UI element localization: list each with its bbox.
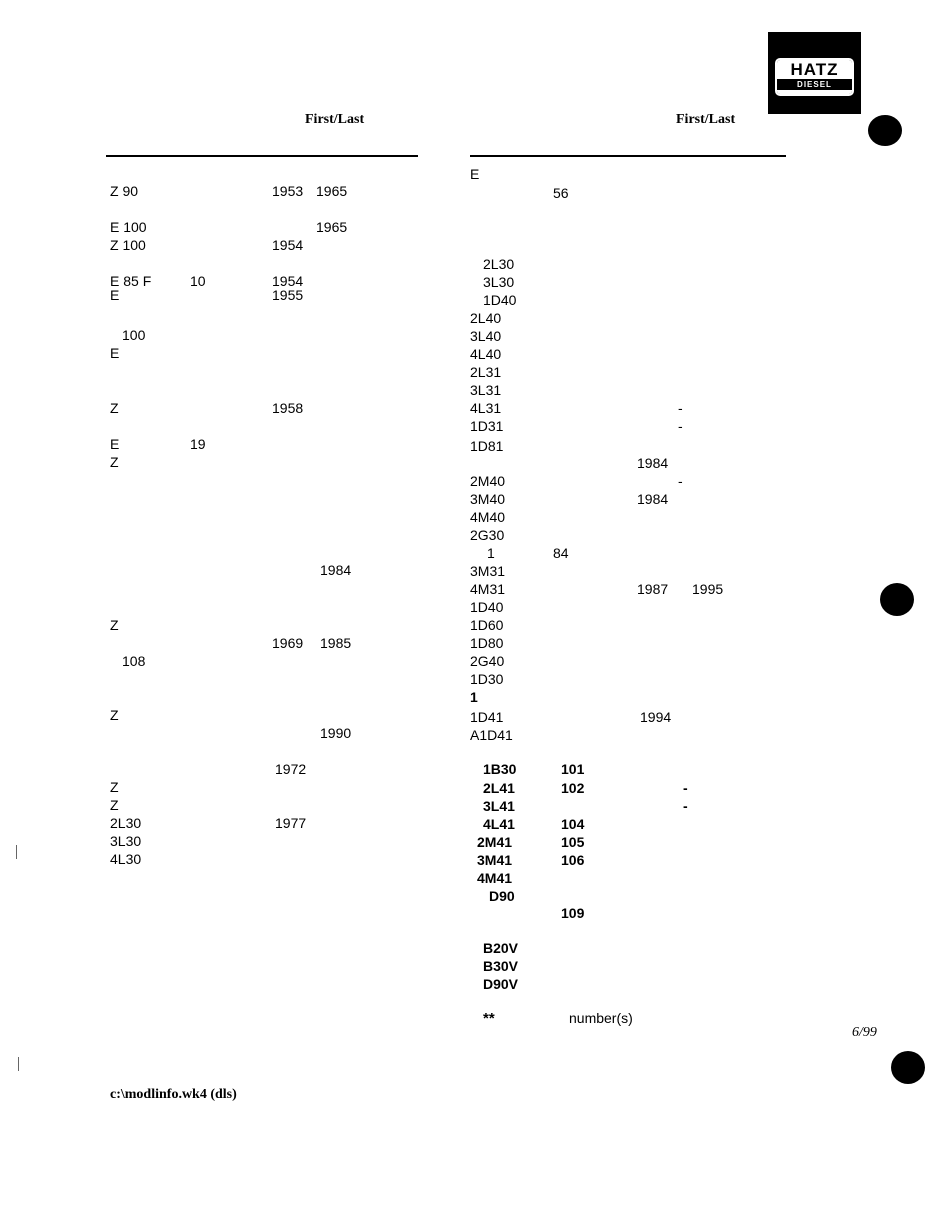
model-cell: D90 — [489, 888, 515, 904]
model-cell: 1D41 — [470, 709, 504, 725]
first-year-cell: 1969 — [272, 635, 304, 651]
last-year-cell: - — [683, 798, 688, 814]
model-cell: 4L31 — [470, 400, 502, 416]
model-cell: 4M41 — [477, 870, 513, 886]
first-year-cell: 1987 — [637, 581, 669, 597]
model-cell: A1D41 — [470, 727, 513, 743]
model-cell: 1D80 — [470, 635, 504, 651]
model-cell: 1D31 — [470, 418, 504, 434]
quantity-cell: 10 — [190, 273, 206, 289]
quantity-cell: 19 — [190, 436, 206, 452]
left-header-rule — [106, 155, 418, 157]
footnote-symbol: ** — [483, 1010, 495, 1027]
model-cell: Z 90 — [110, 183, 139, 199]
model-cell: 3M40 — [470, 491, 506, 507]
edge-tick-upper — [16, 845, 17, 859]
model-cell: 2L30 — [483, 256, 515, 272]
model-cell: Z — [110, 707, 119, 723]
scan-dot-middle — [880, 583, 914, 616]
first-year-cell: 1954 — [272, 237, 304, 253]
last-year-cell: 1965 — [316, 183, 348, 199]
model-cell: 1D60 — [470, 617, 504, 633]
model-cell: 3L30 — [110, 833, 142, 849]
last-year-cell: 1995 — [692, 581, 724, 597]
model-cell: 1D40 — [470, 599, 504, 615]
model-cell: 4L41 — [483, 816, 515, 832]
model-cell: 1D81 — [470, 438, 504, 454]
first-year-cell: 1972 — [275, 761, 307, 777]
quantity-cell: 106 — [561, 852, 585, 868]
last-year-cell: 1984 — [320, 562, 352, 578]
model-cell: 100 — [122, 327, 146, 343]
first-year-cell: 1994 — [640, 709, 672, 725]
model-cell: Z — [110, 617, 119, 633]
logo-sub-text: DIESEL — [777, 79, 852, 90]
logo-brand-text: HATZ — [790, 60, 839, 79]
model-cell: B30V — [483, 958, 519, 974]
right-column-header: First/Last — [676, 112, 736, 127]
quantity-cell: 56 — [553, 185, 569, 201]
last-year-cell: - — [678, 400, 683, 416]
model-cell: 3M41 — [477, 852, 513, 868]
model-cell: 1D40 — [483, 292, 517, 308]
quantity-cell: 84 — [553, 545, 569, 561]
scan-dot-bottom — [891, 1051, 925, 1084]
model-cell: 1B30 — [483, 761, 517, 777]
model-cell: Z — [110, 797, 119, 813]
model-cell: 4L30 — [110, 851, 142, 867]
model-cell: 3L30 — [483, 274, 515, 290]
model-cell: 2L30 — [110, 815, 142, 831]
model-cell: 2G30 — [470, 527, 505, 543]
model-cell: Z — [110, 400, 119, 416]
model-cell: E — [110, 345, 120, 361]
last-year-cell: 1990 — [320, 725, 352, 741]
quantity-cell: 105 — [561, 834, 585, 850]
model-cell: E — [110, 287, 120, 303]
right-header-rule — [470, 155, 786, 157]
model-cell: E — [110, 436, 120, 452]
model-cell: 2M41 — [477, 834, 513, 850]
model-cell: D90V — [483, 976, 519, 992]
quantity-cell: 104 — [561, 816, 585, 832]
first-year-cell: 1958 — [272, 400, 304, 416]
quantity-cell: 102 — [561, 780, 585, 796]
model-cell: Z — [110, 454, 119, 470]
model-cell: E 85 F — [110, 273, 152, 289]
edge-tick-lower — [18, 1057, 19, 1071]
model-cell: 1D30 — [470, 671, 504, 687]
last-year-cell: - — [678, 418, 683, 434]
first-year-cell: 1953 — [272, 183, 304, 199]
model-cell: 1 — [487, 545, 495, 561]
model-cell: 3L41 — [483, 798, 515, 814]
logo-plate — [777, 60, 852, 94]
model-cell: E 100 — [110, 219, 147, 235]
model-cell: 2M40 — [470, 473, 506, 489]
model-cell: 3L31 — [470, 382, 502, 398]
left-column-header: First/Last — [305, 112, 365, 127]
last-year-cell: 1985 — [320, 635, 352, 651]
first-year-cell: 1984 — [637, 455, 669, 471]
model-cell: 4L40 — [470, 346, 502, 362]
model-cell: Z 100 — [110, 237, 146, 253]
model-cell: E — [470, 166, 480, 182]
model-cell: 108 — [122, 653, 146, 669]
model-cell: Z — [110, 779, 119, 795]
first-year-cell: 1977 — [275, 815, 307, 831]
scan-dot-top — [868, 115, 902, 146]
model-cell: 4M31 — [470, 581, 506, 597]
model-cell: 3M31 — [470, 563, 506, 579]
model-cell: 2G40 — [470, 653, 505, 669]
first-year-cell: 1954 — [272, 273, 304, 289]
model-cell: 3L40 — [470, 328, 502, 344]
model-cell: 2L41 — [483, 780, 515, 796]
first-year-cell: 1955 — [272, 287, 304, 303]
model-cell: B20V — [483, 940, 519, 956]
file-path-footer: c:\modlinfo.wk4 (dls) — [110, 1087, 237, 1102]
revision-date: 6/99 — [852, 1025, 877, 1040]
quantity-cell: 109 — [561, 905, 585, 921]
last-year-cell: - — [678, 473, 683, 489]
quantity-cell: 101 — [561, 761, 585, 777]
last-year-cell: 1965 — [316, 219, 348, 235]
footnote-text: number(s) — [569, 1010, 633, 1026]
first-year-cell: 1984 — [637, 491, 669, 507]
model-cell: 1 — [470, 689, 478, 705]
model-cell: 2L40 — [470, 310, 502, 326]
last-year-cell: - — [683, 780, 688, 796]
model-cell: 2L31 — [470, 364, 502, 380]
hatz-diesel-logo — [768, 32, 861, 114]
model-cell: 4M40 — [470, 509, 506, 525]
